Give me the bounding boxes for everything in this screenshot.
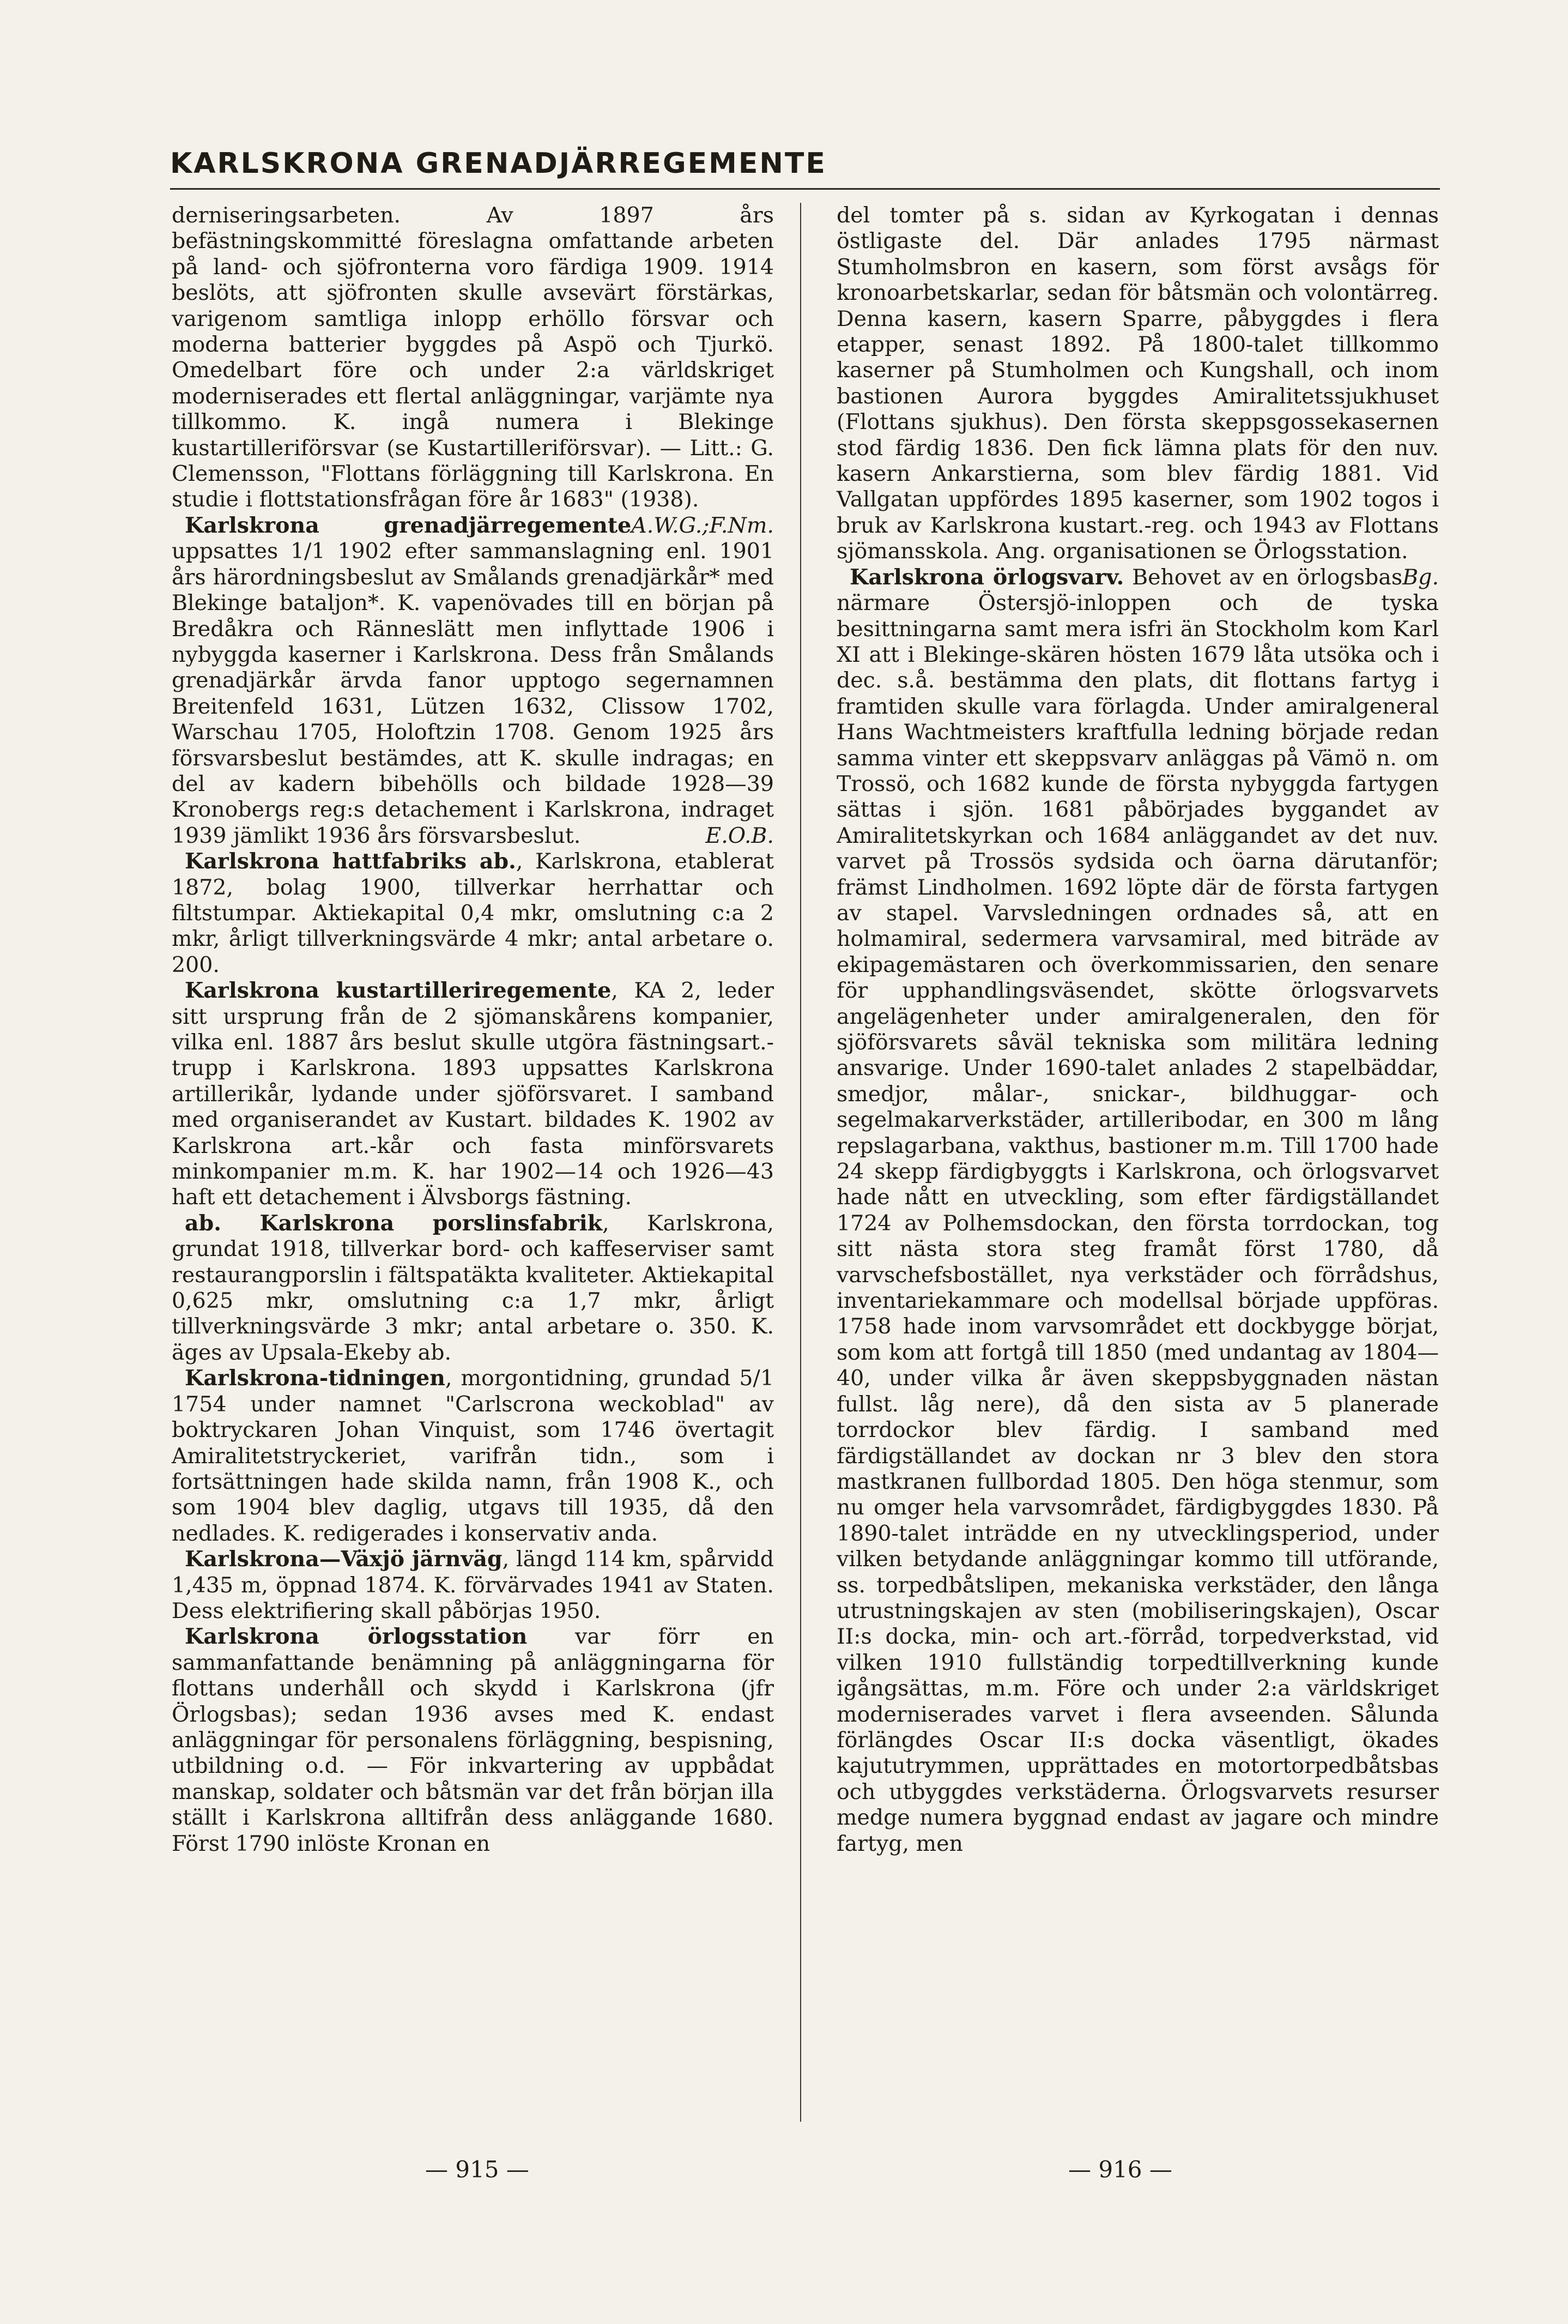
entry-paragraph — [172, 849, 774, 978]
entry-text: , längd 114 km, spårvidd 1,435 m, öppnad 1874. K. förvärvades 1941 av Staten. Dess elektrifiering skall påbörjas 1950. — [172, 1547, 774, 1623]
left-column — [172, 203, 774, 1857]
entry-text: , Karlskrona, grundat 1918, tillverkar bord- och kaffeserviser samt restaurangporslin i fältspatäkta kvaliteter. Aktiekapital 0,625 mkr, omslutning c:a 1,7 mkr, årligt tillverkningsvärde 3 mkr; antal arbetare o. 350. K. äges av Upsala-Ekeby ab. — [172, 1210, 774, 1365]
entry-headword: ab. Karlskrona porslinsfabrik — [185, 1210, 603, 1236]
entry-paragraph — [172, 1624, 774, 1857]
header-rule — [170, 188, 1440, 190]
entry-text: var förr en sammanfattande benämning på anläggningarna för flottans underhåll och skydd i Karlskrona (jfr Örlogsbas); sedan 1936 avses med K. endast anläggningar för personalens förläggning, bespisning, utbildning o.d. — För inkvartering av uppbådat manskap, soldater och båtsmän var det från början illa ställt i Karlskrona alltifrån dess anläggande 1680. Först 1790 inlöste Kronan en — [172, 1624, 774, 1856]
entry-text: , KA 2, leder sitt ursprung från de 2 sjömanskårens kompanier, vilka enl. 1887 års beslut skulle utgöra fästningsart.-trupp i Karlskrona. 1893 uppsattes Karlskrona artillerikår, lydande under sjöförsvaret. I samband med organiserandet av Kustart. bildades K. 1902 av Karlskrona art.-kår och fasta minförsvarets minkompanier m.m. K. har 1902—14 och 1926—43 haft ett detachement i Älvsborgs fästning. — [172, 978, 774, 1210]
entry-paragraph — [172, 1366, 774, 1547]
entry-headword: Karlskrona hattfabriks ab. — [185, 849, 516, 874]
entry-text: Behovet av en örlogsbas närmare Östersjö-inloppen och de tyska besittningarna samt mera isfri än Stockholm kom Karl XI att i Blekinge-skären hösten 1679 låta utsöka och i dec. s.å. bestämma den plats, dit flottans fartyg i framtiden skulle vara förlagda. Under amiralgeneral Hans Wachtmeisters kraftfulla ledning började redan samma vinter ett skeppsvarv anläggas på Vämö n. om Trossö, och 1682 kunde de första nybyggda fartygen sättas i sjön. 1681 påbörjades byggandet av Amiralitetskyrkan och 1684 anläggandet av det nuv. varvet på Trossös sydsida och öarna därutanför; främst Lindholmen. 1692 löpte där de första fartygen av stapel. Varvsledningen ordnades så, att en holmamiral, sedermera varvsamiral, med biträde av ekipagemästaren och överkommissarien, den senare för upphandlingsväsendet, skötte örlogsvarvets angelägenheter under amiralgeneralen, den för sjöförsvarets såväl tekniska som militära ledning ansvarige. Under 1690-talet anlades 2 stapelbäddar, smedjor, målar-, snickar-, bildhuggar- och segelmakarverkstäder, artilleribodar, en 300 m lång repslagarbana, vakthus, bastioner m.m. Till 1700 hade 24 skepp färdigbyggts i Karlskrona, och örlogsvarvet hade nått en utveckling, som efter färdigställandet 1724 av Polhemsdockan, den första torrdockan, tog sitt nästa stora steg framåt först 1780, då varvschefsbostället, nya verkstäder och förrådshus, inventariekammare och modellsal började uppföras. 1758 hade inom varvsområdet ett dockbygge börjat, som kom att fortgå till 1850 (med undantag av 1804—40, under vilka år även skeppsbyggnaden nästan fullst. låg nere), då den sista av 5 planerade torrdockor blev färdig. I samband med färdigställandet av dockan nr 3 blev den stora mastkranen fullbordad 1805. Den höga stenmur, som nu omger hela varvsområdet, färdigbyggdes 1830. På 1890-talet inträdde en ny utvecklingsperiod, under vilken betydande anläggningar kommo till utförande, ss. torpedbåtslipen, mekaniska verkstäder, den långa utrustningskajen av sten (mobiliseringskajen), Oscar II:s docka, min- och art.-förråd, torpedverkstad, vid vilken 1910 fullständig torpedtillverkning kunde igångsättas, m.m. Före och under 2:a världskriget moderniserades varvet i flera avseenden. Sålunda förlängdes Oscar II:s docka väsentligt, ökades kajututrymmen, upprättades en motortorpedbåtsbas och utbyggdes verkstäderna. Örlogsvarvets resurser medge numera byggnad endast av jagare och mindre fartyg, men — [837, 564, 1439, 1856]
entry-text: derniseringsarbeten. Av 1897 års befästningskommitté föreslagna omfattande arbeten på land- och sjöfronterna voro färdiga 1909. 1914 beslöts, att sjöfronten skulle avsevärt förstärkas, varigenom samtliga inlopp erhöllo försvar och moderna batterier byggdes på Aspö och Tjurkö. Omedelbart före och under 2:a världskriget moderniserades ett flertal anläggningar, varjämte nya tillkommo. K. ingå numera i Blekinge kustartilleriförsvar (se Kustartilleriförsvar). — Litt.: G. Clemensson, "Flottans förläggning till Karlskrona. En studie i flottstationsfrågan före år 1683" (1938). — [172, 203, 774, 512]
page-number-left: — 915 — — [425, 2156, 529, 2183]
entry-text: del tomter på s. sidan av Kyrkogatan i dennas östligaste del. Där anlades 1795 närmast Stumholmsbron en kasern, som först avsågs för kronoarbetskarlar, sedan för båtsmän och volontärreg. Denna kasern, kasern Sparre, påbyggdes i flera etapper, senast 1892. På 1800-talet tillkommo kaserner på Stumholmen och Kungshall, och inom bastionen Aurora byggdes Amiralitetssjukhuset (Flottans sjukhus). Den första skeppsgossekasernen stod färdig 1836. Den fick lämna plats för den nuv. kasern Ankarstierna, som blev färdig 1881. Vid Vallgatan uppfördes 1895 kaserner, som 1902 togos i bruk av Karlskrona kustart.-reg. och 1943 av Flottans sjömansskola. Ang. organisationen se Örlogsstation. — [837, 203, 1439, 564]
author-signature: A.W.G.;F.Nm. — [631, 512, 774, 538]
entry-paragraph — [172, 978, 774, 1211]
author-signature: E.O.B. — [705, 823, 774, 848]
entry-paragraph — [837, 565, 1439, 1857]
entry-headword: Karlskrona-tidningen — [185, 1366, 445, 1391]
entry-headword: Karlskrona grenadjärregemente — [185, 512, 632, 538]
column-divider — [800, 203, 801, 2122]
author-signature: Bg. — [1402, 564, 1439, 590]
page-number-right: — 916 — — [1068, 2156, 1172, 2183]
entry-paragraph — [172, 513, 774, 849]
right-column — [837, 203, 1439, 1857]
entry-headword: Karlskrona kustartilleriregemente — [185, 978, 612, 1004]
entry-headword: Karlskrona örlogsvarv. — [850, 564, 1124, 590]
running-header: KARLSKRONA GRENADJÄRREGEMENTE — [170, 147, 827, 180]
entry-text: , morgontidning, grundad 5/1 1754 under namnet "Carlscrona weckoblad" av boktryckaren Johan Vinquist, som 1746 övertagit Amiralitetstryckeriet, varifrån tidn., som i fortsättningen hade skilda namn, från 1908 K., och som 1904 blev daglig, utgavs till 1935, då den nedlades. K. redigerades i konservativ anda. — [172, 1366, 774, 1546]
entry-headword: Karlskrona—Växjö järnväg — [185, 1547, 503, 1572]
entry-text: uppsattes 1/1 1902 efter sammanslagning enl. 1901 års härordningsbeslut av Smålands grenadjärkår* med Blekinge bataljon*. K. vapenövades till en början på Bredåkra och Ränneslätt men inflyttade 1906 i nybyggda kaserner i Karlskrona. Dess från Smålands grenadjärkår ärvda fanor upptogo segernamnen Breitenfeld 1631, Lützen 1632, Clissow 1702, Warschau 1705, Holoftzin 1708. Genom 1925 års försvarsbeslut bestämdes, att K. skulle indragas; en del av kadern bibehölls och bildade 1928—39 Kronobergs reg:s detachement i Karlskrona, indraget 1939 jämlikt 1936 års försvarsbeslut. — [172, 539, 774, 848]
entry-paragraph — [172, 1547, 774, 1624]
entry-headword: Karlskrona örlogsstation — [185, 1624, 528, 1650]
entry-paragraph — [172, 1211, 774, 1366]
entry-text: , Karlskrona, etablerat 1872, bolag 1900, tillverkar herrhattar och filtstumpar. Aktiekapital 0,4 mkr, omslutning c:a 2 mkr, årligt tillverkningsvärde 4 mkr; antal arbetare o. 200. — [172, 849, 774, 977]
